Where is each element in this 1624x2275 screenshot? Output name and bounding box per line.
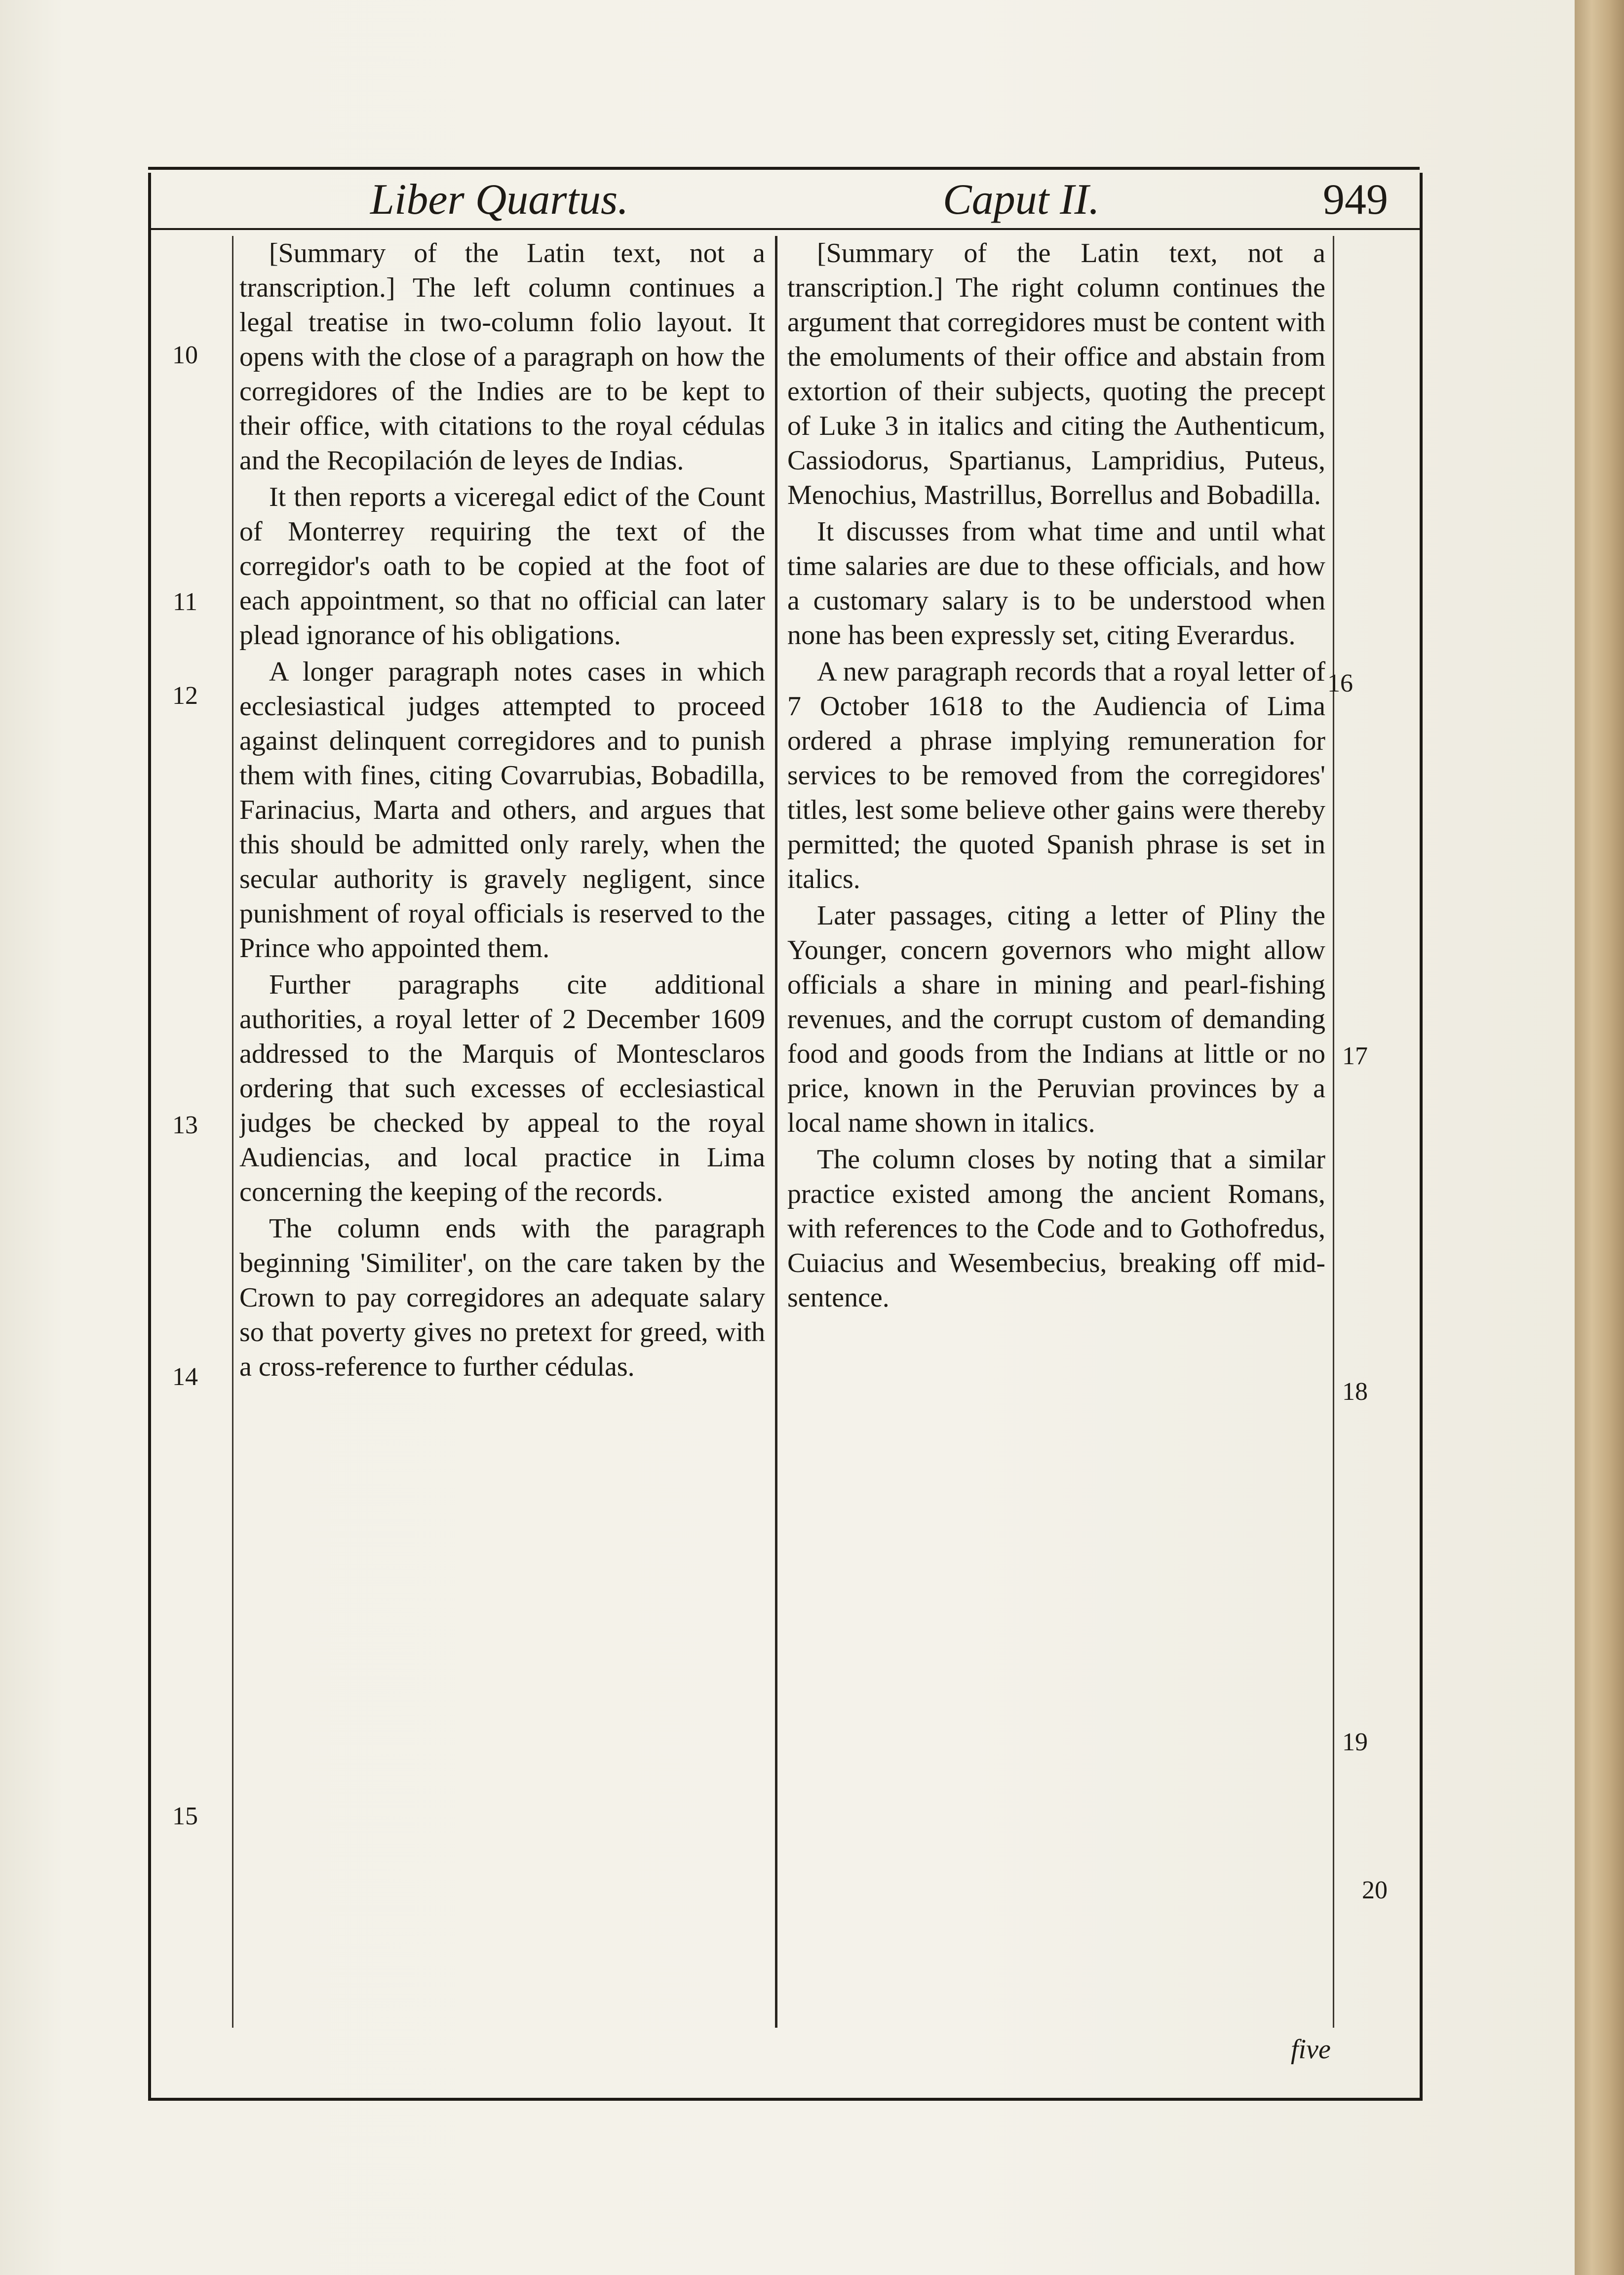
running-head-left: Liber Quartus. <box>370 176 629 224</box>
margin-number: 15 <box>172 1802 198 1830</box>
margin-number: 14 <box>172 1363 198 1391</box>
margin-number: 11 <box>172 588 198 616</box>
left-paragraph: Further paragraphs cite additional authorities, a royal letter of 2 December 1609 addressed to the Marquis of Montesclaros ordering that such excesses of ecclesiastical judges be checked by appeal to the royal Audiencias, and local practice in Lima concerning the keeping of the records. <box>239 969 765 1207</box>
left-paragraph: A longer paragraph notes cases in which ecclesiastical judges attempted to proceed against delinquent corregidores and to punish them with fines, citing Covarrubias, Bobadilla, Farinacius, Marta and others, and argues that this should be admitted only rarely, when the secular authority is gravely negligent, since punishment of royal officials is reserved to the Prince who appointed them. <box>239 656 765 964</box>
margin-number: 20 <box>1362 1876 1388 1904</box>
right-paragraph: A new paragraph records that a royal letter of 7 October 1618 to the Audiencia of Lima ordered a phrase implying remuneration for services to be removed from the corregidores' titles, lest some believe other gains were thereby permitted; the quoted Spanish phrase is set in italics. <box>787 656 1325 894</box>
left-paragraph: It then reports a viceregal edict of the Count of Monterrey requiring the text of the corregidor's oath to be copied at the foot of each appointment, so that no official can later plead ignorance of his obligations. <box>239 482 765 651</box>
left-column-rule <box>232 236 233 2028</box>
page-edge <box>1575 0 1624 2275</box>
catchword: five <box>1291 2034 1331 2065</box>
margin-number: 12 <box>172 682 198 710</box>
margin-number: 13 <box>172 1111 198 1139</box>
right-paragraph: The column closes by noting that a similar practice existed among the ancient Romans, with references to the Code and to Gothofredus, Cuiacius and Wesembecius, breaking off mid-sentence. <box>787 1144 1325 1313</box>
right-paragraph: Later passages, citing a letter of Pliny the Younger, concern governors who might allow officials a share in mining and pearl-fishing revenues, and the corrupt custom of demanding food and goods from the Indians at little or no price, known in the Peruvian provinces by a local name shown in italics. <box>787 900 1325 1138</box>
left-paragraph: [Summary of the Latin text, not a transcription.] The left column continues a legal treatise in two-column folio layout. It opens with the close of a paragraph on how the corregidores of the Indies are to be kept to their office, with citations to the royal cédulas and the Recopilación de leyes de Indias. <box>239 238 765 476</box>
margin-number: 17 <box>1342 1042 1368 1070</box>
left-column <box>239 236 765 2028</box>
margin-number: 16 <box>1327 669 1353 697</box>
top-rule <box>148 167 1420 170</box>
header-rule <box>148 228 1420 230</box>
margin-number: 18 <box>1342 1378 1368 1406</box>
right-column <box>787 236 1325 2028</box>
column-divider <box>775 236 777 2028</box>
page-number: 949 <box>1323 176 1388 224</box>
right-paragraph: [Summary of the Latin text, not a transcription.] The right column continues the argument that corregidores must be content with the emoluments of their office and abstain from extortion of their subjects, quoting the precept of Luke 3 in italics and citing the Authenticum, Cassiodorus, Spartianus, Lampridius, Puteus, Menochius, Mastrillus, Borrellus and Bobadilla. <box>787 238 1325 510</box>
left-paragraph: The column ends with the paragraph beginning 'Similiter', on the care taken by the Crown to pay corregidores an adequate salary so that poverty gives no pretext for greed, with a cross-reference to further cédulas. <box>239 1213 765 1382</box>
margin-number: 10 <box>172 341 198 369</box>
margin-number: 19 <box>1342 1728 1368 1756</box>
running-head-center: Caput II. <box>943 176 1100 224</box>
right-paragraph: It discusses from what time and until what time salaries are due to these officials, and how a customary salary is to be understood when none has been expressly set, citing Everardus. <box>787 516 1325 651</box>
right-column-rule <box>1333 236 1334 2028</box>
